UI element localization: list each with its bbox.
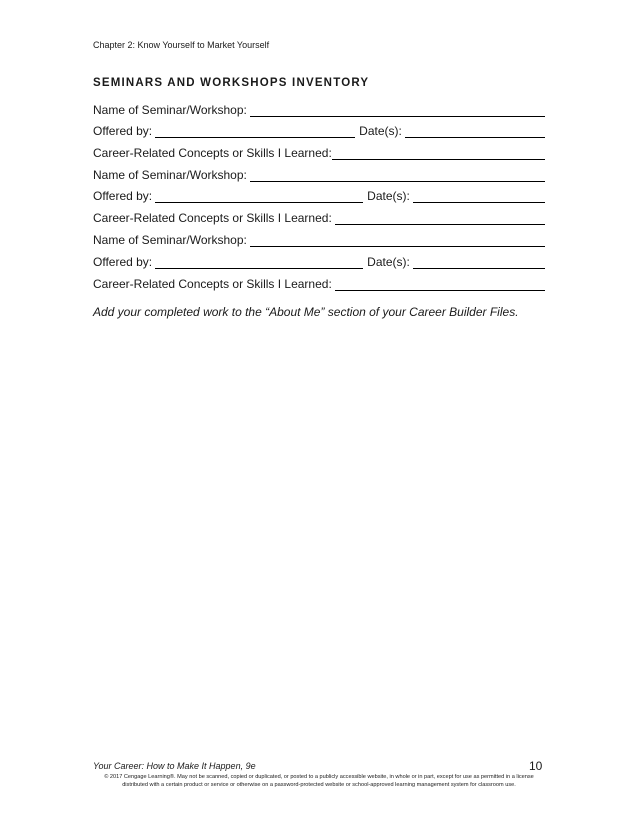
copyright-line-1: © 2017 Cengage Learning®. May not be scanned, copied or duplicated, or posted to a publicly accessible website, in whole or in part, except for use as permitted in a license bbox=[104, 774, 534, 780]
concepts-label: Career-Related Concepts or Skills I Learned: bbox=[93, 277, 332, 291]
page-title: SEMINARS AND WORKSHOPS INVENTORY bbox=[93, 77, 370, 89]
dates-label: Date(s): bbox=[359, 124, 402, 138]
footer-book-title: Your Career: How to Make It Happen, 9e bbox=[93, 761, 256, 771]
concepts-field[interactable] bbox=[332, 145, 545, 160]
dates-field[interactable] bbox=[413, 188, 545, 203]
concepts-label: Career-Related Concepts or Skills I Learned: bbox=[93, 146, 332, 160]
instruction-note: Add your completed work to the “About Me” section of your Career Builder Files. bbox=[93, 305, 519, 319]
seminar-name-label: Name of Seminar/Workshop: bbox=[93, 233, 247, 247]
copyright-line-2: distributed with a certain product or service or otherwise on a password-protected website or school-approved learning management system for classroom use. bbox=[122, 782, 516, 788]
offered-by-row-3 bbox=[93, 253, 545, 269]
offered-by-field[interactable] bbox=[155, 123, 355, 138]
seminar-name-row-2 bbox=[93, 166, 545, 182]
concepts-label: Career-Related Concepts or Skills I Learned: bbox=[93, 211, 332, 225]
dates-label: Date(s): bbox=[367, 255, 410, 269]
dates-field[interactable] bbox=[413, 254, 545, 269]
concepts-field[interactable] bbox=[335, 276, 545, 291]
concepts-row-2 bbox=[93, 209, 545, 225]
seminar-name-row-3 bbox=[93, 231, 545, 247]
concepts-field[interactable] bbox=[335, 210, 545, 225]
offered-by-label: Offered by: bbox=[93, 189, 153, 203]
seminar-name-field[interactable] bbox=[250, 167, 545, 182]
concepts-row-3 bbox=[93, 275, 545, 291]
seminar-name-label: Name of Seminar/Workshop: bbox=[93, 168, 247, 182]
offered-by-row-2 bbox=[93, 187, 545, 203]
dates-label: Date(s): bbox=[367, 189, 410, 203]
offered-by-label: Offered by: bbox=[93, 255, 153, 269]
dates-field[interactable] bbox=[405, 123, 545, 138]
seminar-name-field[interactable] bbox=[250, 102, 545, 117]
copyright-notice bbox=[60, 773, 578, 789]
concepts-row-1 bbox=[93, 144, 545, 160]
seminar-name-row-1 bbox=[93, 101, 545, 117]
seminar-name-field[interactable] bbox=[250, 232, 545, 247]
chapter-header: Chapter 2: Know Yourself to Market Yourself bbox=[93, 40, 270, 50]
offered-by-row-1 bbox=[93, 122, 545, 138]
offered-by-label: Offered by: bbox=[93, 124, 153, 138]
page-number: 10 bbox=[529, 759, 543, 773]
offered-by-field[interactable] bbox=[155, 254, 363, 269]
offered-by-field[interactable] bbox=[155, 188, 363, 203]
seminar-name-label: Name of Seminar/Workshop: bbox=[93, 103, 247, 117]
